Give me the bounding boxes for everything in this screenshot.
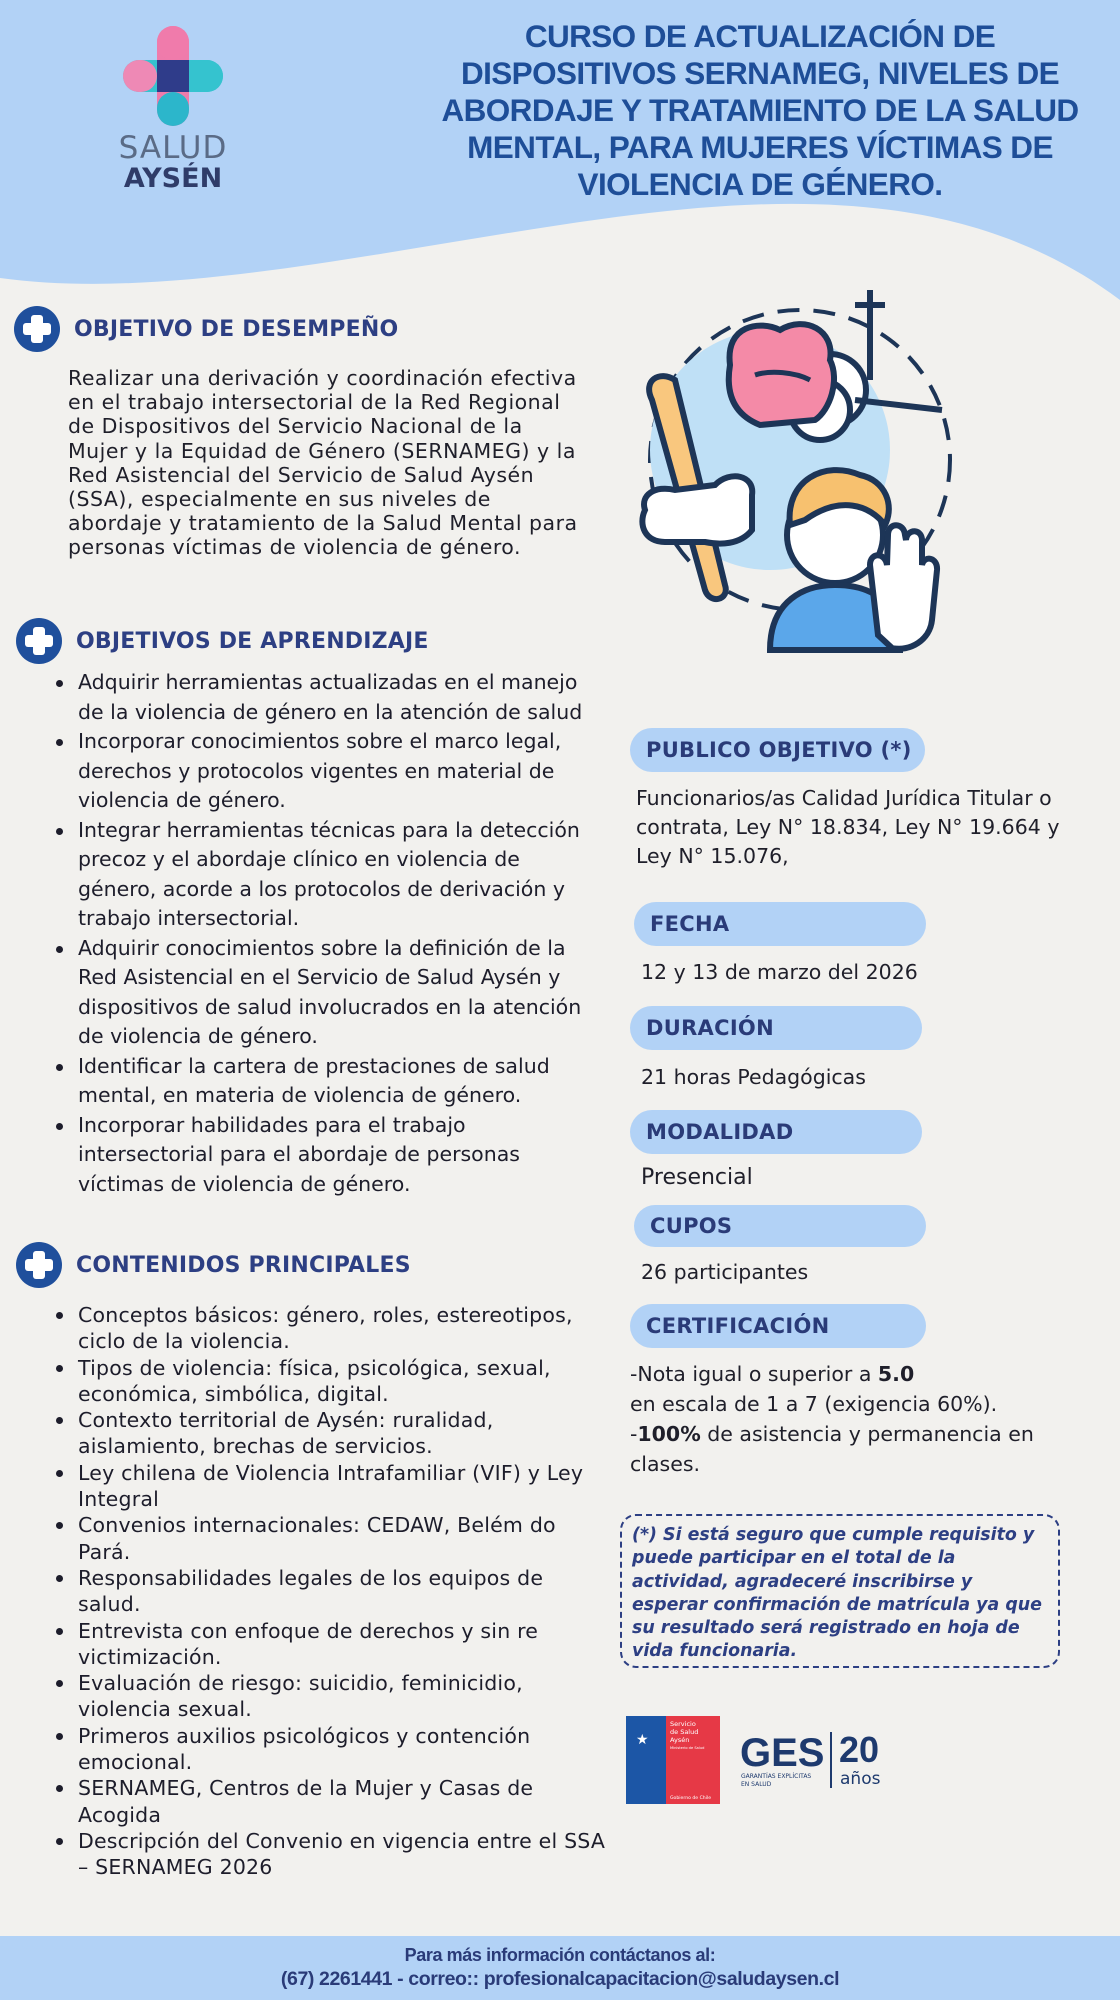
gov-line2: de Salud xyxy=(670,1728,699,1736)
modality-heading: MODALIDAD xyxy=(630,1110,922,1154)
gov-line1: Servicio xyxy=(670,1720,696,1728)
audience-heading: PUBLICO OBJETIVO (*) xyxy=(630,728,925,772)
certification-attendance-suffix: de asistencia y permanencia en clases. xyxy=(630,1422,1034,1476)
salud-aysen-logo xyxy=(118,26,228,194)
list-item: Tipos de violencia: física, psicológica, sexual, económica, simbólica, digital. xyxy=(46,1355,606,1408)
list-item: SERNAMEG, Centros de la Mujer y Casas de Acogida xyxy=(46,1775,606,1828)
certification-grade-value: 5.0 xyxy=(877,1362,915,1386)
learning-heading: OBJETIVOS DE APRENDIZAJE xyxy=(76,628,429,654)
ges-subtitle-2: EN SALUD xyxy=(741,1781,772,1788)
list-item: Descripción del Convenio en vigencia entre el SSA – SERNAMEG 2026 xyxy=(46,1828,606,1881)
footer-contact-line: (67) 2261441 - correo:: profesionalcapacitacion@saludaysen.cl xyxy=(280,1968,840,1990)
seats-text: 26 participantes xyxy=(641,1260,809,1284)
gov-line4: Ministerio de Salud xyxy=(670,1746,705,1750)
certification-text xyxy=(630,1359,1080,1479)
gobierno-de-chile-logo xyxy=(626,1716,720,1804)
ges-years-number: 20 xyxy=(839,1729,880,1770)
svg-text:★: ★ xyxy=(636,1732,649,1748)
list-item: Ley chilena de Violencia Intrafamiliar (VIF) y Ley Integral xyxy=(46,1460,606,1513)
footer xyxy=(0,1936,1120,2000)
list-item: Integrar herramientas técnicas para la detección precoz y el abordaje clínico en violencia de género, acorde a los protocolos de derivación y trabajo intersectorial. xyxy=(46,816,586,934)
certification-line-scale: en escala de 1 a 7 (exigencia 60%). xyxy=(630,1392,998,1416)
ges-years-word: años xyxy=(840,1769,881,1789)
list-item: Responsabilidades legales de los equipos de salud. xyxy=(46,1565,606,1618)
gov-footer: Gobierno de Chile xyxy=(670,1796,712,1801)
main-contents-list xyxy=(46,1302,606,1881)
modality-text: Presencial xyxy=(641,1165,753,1190)
requirement-note: (*) Si está seguro que cumple requisito y puede participar en el total de la actividad, agradeceré inscribirse y esperar confirmación de matrícula ya que su resultado será registrado en hoja de vida funcionaria. xyxy=(620,1514,1060,1668)
list-item: Identificar la cartera de prestaciones de salud mental, en materia de violencia de género. xyxy=(46,1052,586,1111)
date-text: 12 y 13 de marzo del 2026 xyxy=(641,960,918,984)
list-item: Conceptos básicos: género, roles, estereotipos, ciclo de la violencia. xyxy=(46,1302,606,1355)
list-item: Convenios internacionales: CEDAW, Belém do Pará. xyxy=(46,1512,606,1565)
medical-cross-icon xyxy=(16,1242,62,1288)
violence-prevention-illustration xyxy=(630,280,970,670)
logo-line-aysen: AYSÉN xyxy=(123,163,223,194)
ges-subtitle-1: GARANTÍAS EXPLÍCITAS xyxy=(741,1773,812,1780)
list-item: Incorporar habilidades para el trabajo intersectorial para el abordaje de personas víctimas de violencia de género. xyxy=(46,1111,586,1200)
learning-objectives-list xyxy=(46,668,586,1199)
list-item: Adquirir conocimientos sobre la definición de la Red Asistencial en el Servicio de Salud Aysén y dispositivos de salud involucrados en la atención de violencia de género. xyxy=(46,934,586,1052)
objective-header xyxy=(14,306,398,352)
medical-cross-icon xyxy=(14,306,60,352)
salud-cross-logo-icon xyxy=(123,26,223,126)
ges-20-anos-logo xyxy=(740,1728,900,1794)
certification-heading: CERTIFICACIÓN xyxy=(630,1304,926,1348)
learning-header xyxy=(16,618,429,664)
certification-grade-prefix: -Nota igual o superior a xyxy=(630,1362,878,1386)
date-heading: FECHA xyxy=(634,902,926,946)
list-item: Contexto territorial de Aysén: ruralidad, aislamiento, brechas de servicios. xyxy=(46,1407,606,1460)
gov-line3: Aysén xyxy=(670,1736,690,1744)
list-item: Primeros auxilios psicológicos y contención emocional. xyxy=(46,1723,606,1776)
objective-heading: OBJETIVO DE DESEMPEÑO xyxy=(74,316,399,342)
certification-attendance-value: 100% xyxy=(637,1422,701,1446)
certification-line-grade xyxy=(630,1359,1080,1389)
duration-heading: DURACIÓN xyxy=(630,1006,922,1050)
audience-text: Funcionarios/as Calidad Jurídica Titular o contrata, Ley N° 18.834, Ley N° 19.664 y Ley N° 15.076, xyxy=(636,786,1060,868)
list-item: Entrevista con enfoque de derechos y sin re victimización. xyxy=(46,1618,606,1671)
certification-attendance-prefix: - xyxy=(630,1422,638,1446)
duration-text: 21 horas Pedagógicas xyxy=(641,1065,866,1089)
seats-heading: CUPOS xyxy=(634,1205,926,1247)
certification-line-attendance xyxy=(630,1419,1080,1479)
logo-line-salud: SALUD xyxy=(118,130,228,166)
ges-text: GES xyxy=(740,1731,825,1775)
objective-text: Realizar una derivación y coordinación efectiva en el trabajo intersectorial de la Red Regional de Dispositivos del Servicio Nacional de la Mujer y la Equidad de Género (SERNAMEG) y la Red Asistencial del Servicio de Salud Aysén (SSA), especialmente en sus niveles de abordaje y tratamiento de la Salud Mental para personas víctimas de violencia de género. xyxy=(68,366,578,560)
contents-header xyxy=(16,1242,411,1288)
contents-heading: CONTENIDOS PRINCIPALES xyxy=(76,1252,411,1278)
page-title: CURSO DE ACTUALIZACIÓN DE DISPOSITIVOS SERNAMEG, NIVELES DE ABORDAJE Y TRATAMIENTO DE LA SALUD MENTAL, PARA MUJERES VÍCTIMAS DE VIOLENCIA DE GÉNERO. xyxy=(441,18,1079,202)
list-item: Adquirir herramientas actualizadas en el manejo de la violencia de género en la atención de salud xyxy=(46,668,586,727)
list-item: Incorporar conocimientos sobre el marco legal, derechos y protocolos vigentes en material de violencia de género. xyxy=(46,727,586,816)
footer-info-line: Para más información contáctanos al: xyxy=(404,1945,716,1965)
list-item: Evaluación de riesgo: suicidio, feminicidio, violencia sexual. xyxy=(46,1670,606,1723)
medical-cross-icon xyxy=(16,618,62,664)
